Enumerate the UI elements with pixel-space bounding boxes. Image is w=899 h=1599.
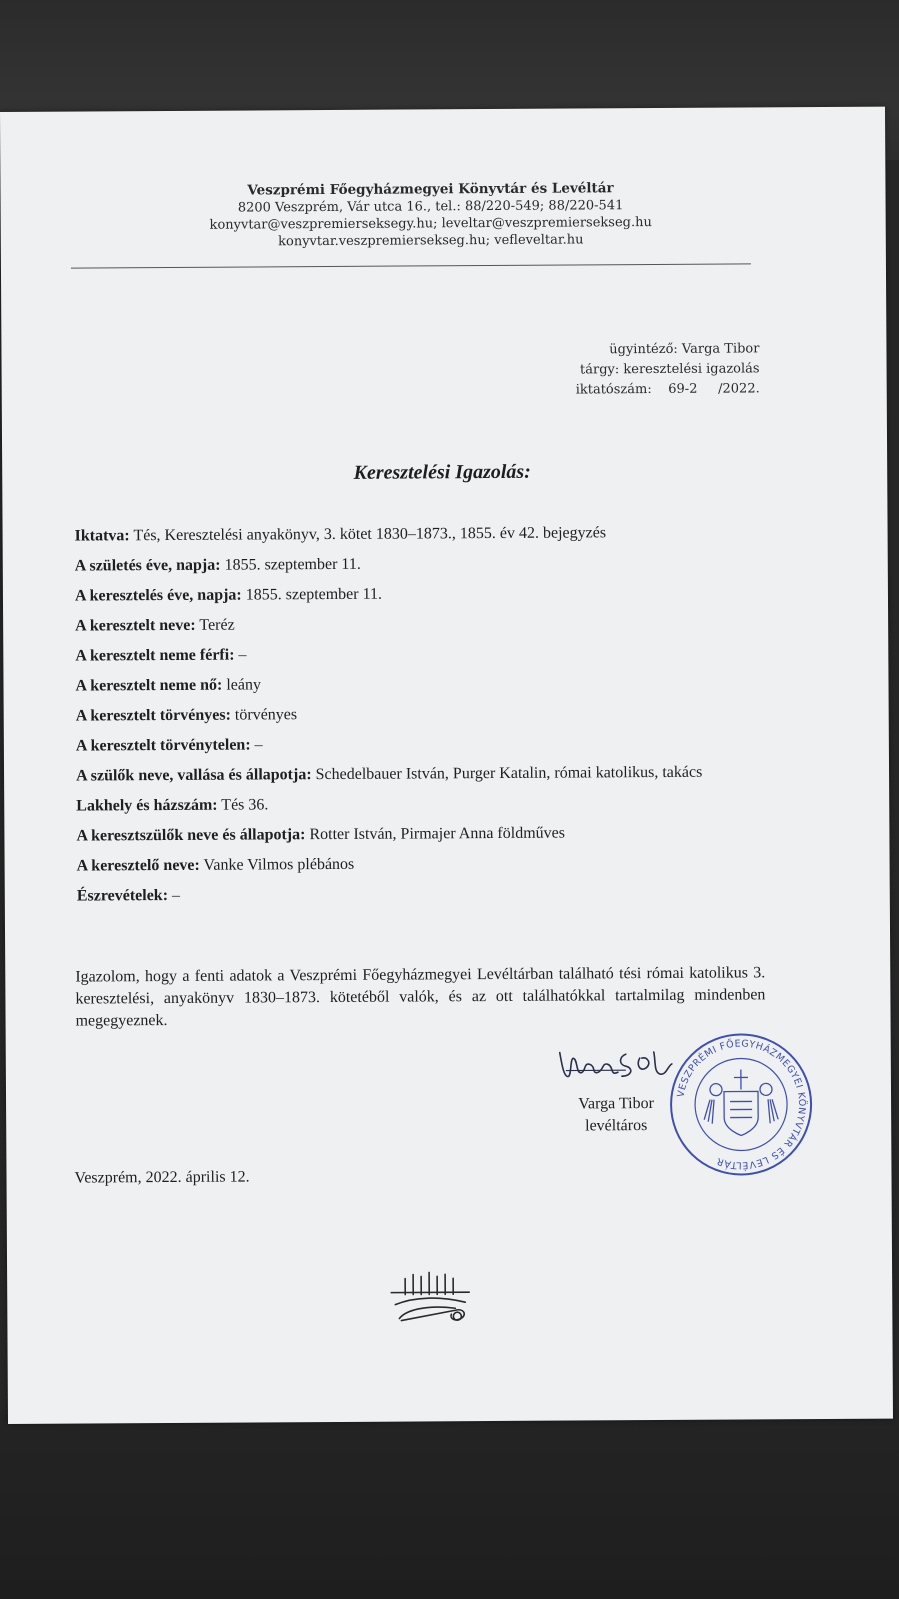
certification-statement: Igazolom, hogy a fenti adatok a Veszprémi Főegyházmegyei Levéltárban található tési római katolikus 3. keresztelési, anyakönyv 1830–1873. kötetéből valók, és az ott találhatókkal tartalmilag mindenben megegyeznek. xyxy=(75,964,766,1030)
field-label: A születés éve, napja: xyxy=(74,556,221,575)
case-officer: ügyintéző: Varga Tibor xyxy=(609,341,760,358)
field-sex-female xyxy=(75,667,765,701)
field-value: Schedelbauer István, Purger Katalin, római katolikus, takács xyxy=(311,763,703,784)
field-label: A keresztelt neve: xyxy=(75,616,196,635)
subject-line: tárgy: keresztelési igazolás xyxy=(579,361,760,378)
field-value: Rotter István, Pirmajer Anna földműves xyxy=(305,824,565,844)
field-value: Teréz xyxy=(195,616,235,634)
archive-logo-icon xyxy=(385,1264,475,1335)
field-illegitimate xyxy=(76,727,766,761)
field-label: Lakhely és házszám: xyxy=(76,796,218,815)
field-value: – xyxy=(250,736,263,754)
field-birth-date xyxy=(75,547,765,581)
issue-date: Veszprém, 2022. április 12. xyxy=(74,1168,250,1187)
field-value: – xyxy=(167,886,181,904)
field-parents xyxy=(76,757,766,791)
seal-text: VESZPRÉMI FŐEGYHÁZMEGYEI KÖNYVTÁR ÉS LEVÉLTÁR xyxy=(675,1038,808,1171)
letterhead-address: 8200 Veszprém, Vár utca 16., tel.: 88/220-549; 88/220-541 xyxy=(237,198,624,216)
field-label: Iktatva: xyxy=(74,527,130,545)
field-value: leány xyxy=(222,676,261,694)
letterhead xyxy=(130,180,730,252)
field-label: A keresztelt neme férfi: xyxy=(75,646,235,665)
field-baptizer xyxy=(77,847,767,881)
signer-name: Varga Tibor xyxy=(578,1095,654,1113)
field-value: – xyxy=(234,646,247,664)
background-bottom xyxy=(0,1410,899,1599)
field-legitimate xyxy=(76,697,766,731)
reference-block xyxy=(501,339,759,401)
field-label: A keresztelés éve, napja: xyxy=(74,586,242,605)
field-value: 1855. szeptember 11. xyxy=(220,555,361,574)
field-value: Tés 36. xyxy=(217,796,269,814)
field-label: A keresztelt törvényes: xyxy=(75,706,231,725)
field-label: A keresztszülők neve és állapotja: xyxy=(76,826,306,845)
field-remarks xyxy=(77,877,767,911)
field-label: A keresztelő neve: xyxy=(76,856,200,875)
field-label: A szülők neve, vallása és állapotja: xyxy=(76,766,312,785)
field-registered xyxy=(75,517,765,551)
file-number: iktatószám: 69-2 /2022. xyxy=(575,381,760,398)
document-page xyxy=(0,107,893,1424)
field-label: Észrevételek: xyxy=(76,886,169,905)
signer-role: levéltáros xyxy=(585,1117,648,1135)
field-label: A keresztelt neme nő: xyxy=(75,676,223,695)
letterhead-web: konyvtar.veszpremiersekseg.hu; vefleveltar.hu xyxy=(278,232,584,250)
field-name xyxy=(75,607,765,641)
field-sex-male xyxy=(75,637,765,671)
field-baptism-date xyxy=(75,577,765,611)
field-label: A keresztelt törvénytelen: xyxy=(75,736,251,755)
field-value: törvényes xyxy=(230,706,298,724)
handwritten-signature xyxy=(556,1046,676,1083)
letterhead-emails: konyvtar@veszpremierseksegy.hu; leveltar@veszpremiersekseg.hu xyxy=(209,215,652,233)
field-value: Tés, Keresztelési anyakönyv, 3. kötet 1830–1873., 1855. év 42. bejegyzés xyxy=(129,524,607,545)
letterhead-rule xyxy=(71,263,751,268)
field-residence xyxy=(76,787,766,821)
field-value: 1855. szeptember 11. xyxy=(241,585,383,604)
record-fields xyxy=(75,517,767,911)
archive-seal-stamp xyxy=(666,1029,817,1180)
letterhead-org: Veszprémi Főegyházmegyei Könyvtár és Levéltár xyxy=(247,180,614,199)
field-value: Vanke Vilmos plébános xyxy=(199,855,355,874)
field-godparents xyxy=(76,817,766,851)
coat-of-arms-icon xyxy=(704,1069,778,1135)
document-title: Keresztelési Igazolás: xyxy=(353,460,531,484)
